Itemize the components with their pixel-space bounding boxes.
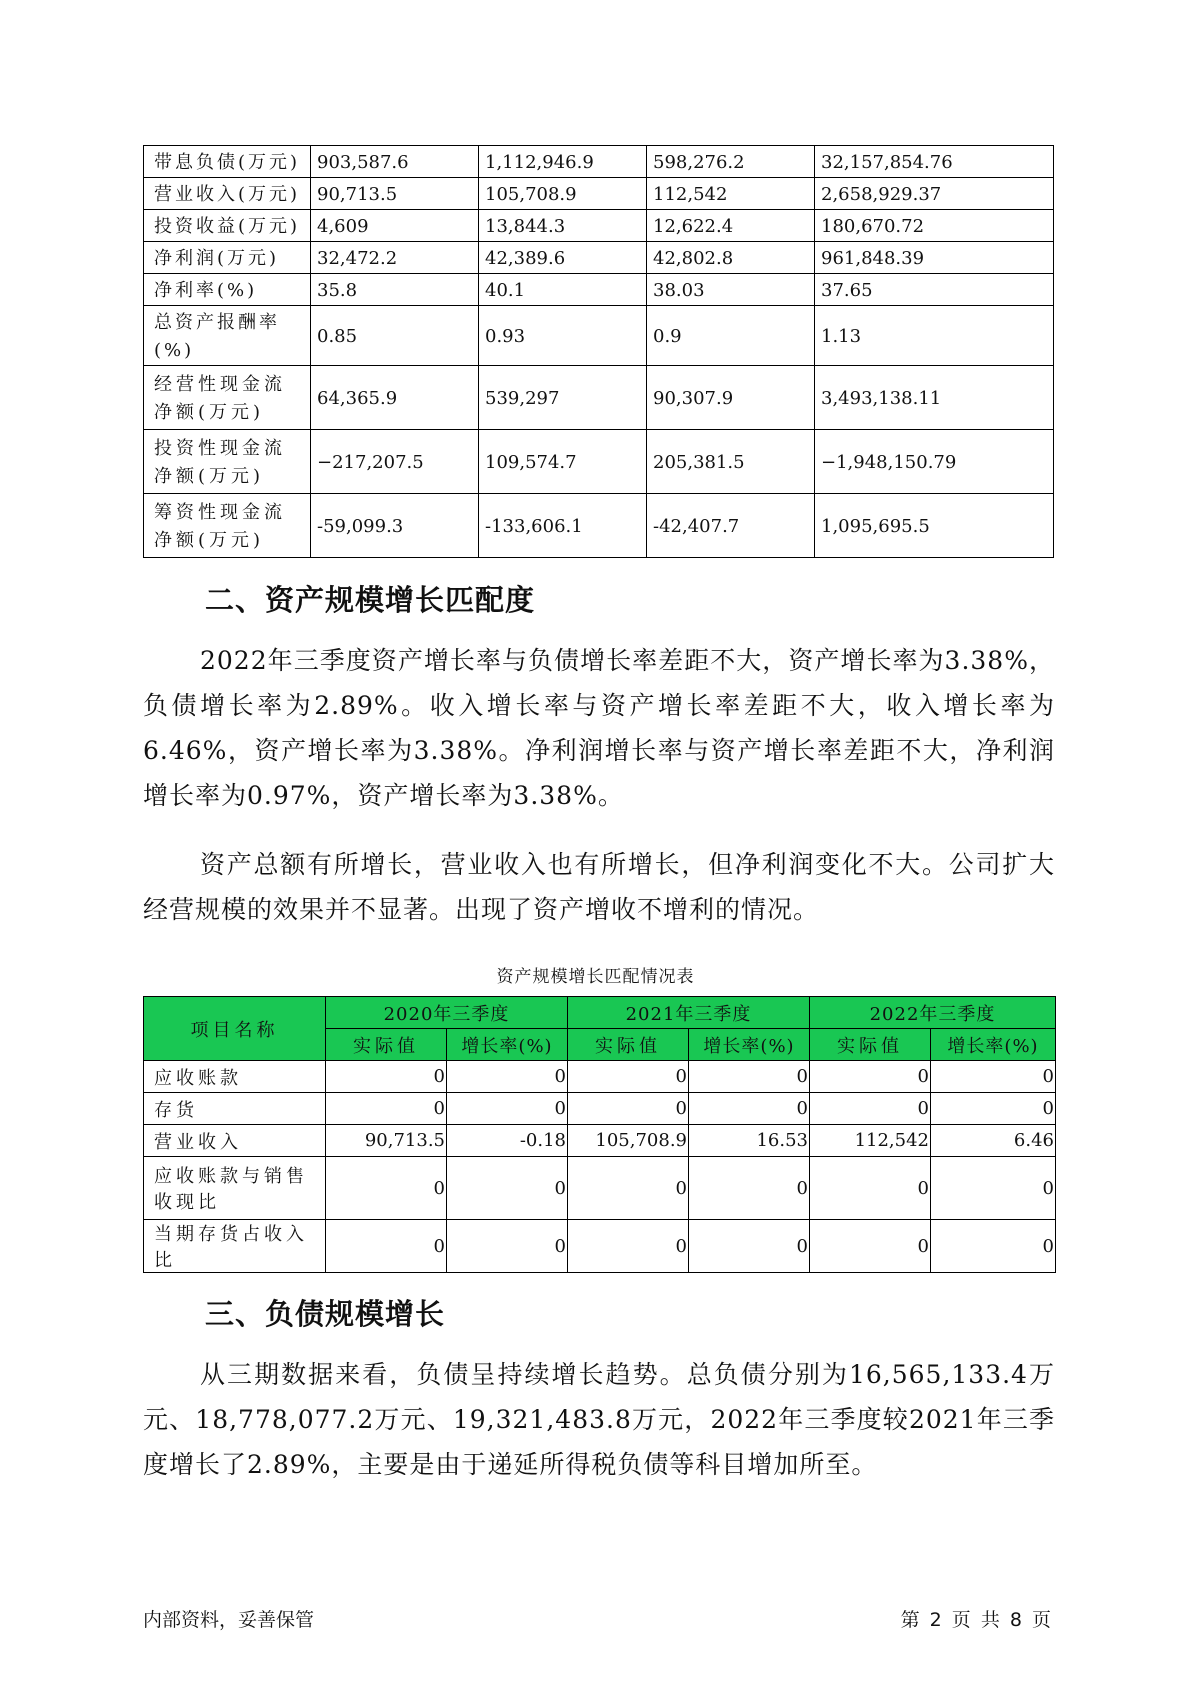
asset-growth-match-table — [143, 996, 1056, 1273]
table-cell: -42,407.7 — [647, 494, 815, 558]
table-cell: 0 — [447, 1093, 568, 1125]
table-row — [144, 146, 1054, 178]
table-row — [144, 1093, 1056, 1125]
header-actual: 实际值 — [810, 1029, 931, 1061]
table-cell: 32,472.2 — [311, 242, 479, 274]
table-cell: 961,848.39 — [815, 242, 1054, 274]
row-label: 净利率(%) — [144, 274, 311, 306]
table-cell: -133,606.1 — [479, 494, 647, 558]
table-cell: 112,542 — [810, 1125, 931, 1157]
header-growth: 增长率(%) — [931, 1029, 1056, 1061]
table-row — [144, 210, 1054, 242]
row-label: 经营性现金流净额(万元) — [144, 366, 311, 430]
row-label: 应收账款 — [144, 1061, 326, 1093]
row-label: 当期存货占收入比 — [144, 1220, 326, 1273]
table-cell: 0 — [689, 1157, 810, 1220]
table-cell: 32,157,854.76 — [815, 146, 1054, 178]
table-cell: 112,542 — [647, 178, 815, 210]
section-heading: 三、负债规模增长 — [205, 1297, 446, 1331]
table-cell: 0 — [326, 1061, 447, 1093]
table-cell: 12,622.4 — [647, 210, 815, 242]
table-row — [144, 306, 1054, 366]
table-row — [144, 494, 1054, 558]
row-label: 营业收入 — [144, 1125, 326, 1157]
table-caption: 资产规模增长匹配情况表 — [496, 967, 695, 987]
table-cell: 0 — [810, 1220, 931, 1273]
table-cell: 42,802.8 — [647, 242, 815, 274]
table-cell: 16.53 — [689, 1125, 810, 1157]
table-row — [144, 1220, 1056, 1273]
table-header-row — [144, 997, 1056, 1029]
table-cell: 1,112,946.9 — [479, 146, 647, 178]
paragraph: 从三期数据来看，负债呈持续增长趋势。总负债分别为16,565,133.4万元、18,778,077.2万元、19,321,483.8万元，2022年三季度较2021年三季度增长了2.89%，主要是由于递延所得税负债等科目增加所至。 — [143, 1360, 1055, 1479]
table-cell: 2,658,929.37 — [815, 178, 1054, 210]
paragraph: 资产总额有所增长，营业收入也有所增长，但净利润变化不大。公司扩大经营规模的效果并不显著。出现了资产增收不增利的情况。 — [143, 850, 1055, 924]
table-cell: −217,207.5 — [311, 430, 479, 494]
table-cell: 90,307.9 — [647, 366, 815, 430]
header-growth: 增长率(%) — [447, 1029, 568, 1061]
financial-indicators-table — [143, 145, 1054, 558]
table-cell: 90,713.5 — [311, 178, 479, 210]
header-period: 2021年三季度 — [568, 997, 810, 1029]
table-cell: −1,948,150.79 — [815, 430, 1054, 494]
table-cell: 1,095,695.5 — [815, 494, 1054, 558]
table-cell: -0.18 — [447, 1125, 568, 1157]
table-cell: 64,365.9 — [311, 366, 479, 430]
table-cell: 0 — [810, 1157, 931, 1220]
table-cell: 0 — [568, 1157, 689, 1220]
table-row — [144, 178, 1054, 210]
row-label: 总资产报酬率(%) — [144, 306, 311, 366]
table-cell: 0.9 — [647, 306, 815, 366]
header-actual: 实际值 — [568, 1029, 689, 1061]
table-cell: 0.85 — [311, 306, 479, 366]
table-cell: 180,670.72 — [815, 210, 1054, 242]
table-cell: 0 — [447, 1157, 568, 1220]
header-period: 2022年三季度 — [810, 997, 1056, 1029]
table-cell: 903,587.6 — [311, 146, 479, 178]
table-cell: 0 — [810, 1061, 931, 1093]
table-row — [144, 1061, 1056, 1093]
row-label: 投资收益(万元) — [144, 210, 311, 242]
header-item-name: 项目名称 — [144, 997, 326, 1061]
header-period: 2020年三季度 — [326, 997, 568, 1029]
table-row — [144, 274, 1054, 306]
table-cell: 0 — [568, 1093, 689, 1125]
page-number: 第 2 页 共 8 页 — [900, 1609, 1053, 1631]
row-label: 净利润(万元) — [144, 242, 311, 274]
table-cell: 539,297 — [479, 366, 647, 430]
table-cell: 0 — [447, 1061, 568, 1093]
header-actual: 实际值 — [326, 1029, 447, 1061]
table-row — [144, 1125, 1056, 1157]
table-cell: 205,381.5 — [647, 430, 815, 494]
table-cell: 0 — [326, 1093, 447, 1125]
row-label: 应收账款与销售收现比 — [144, 1157, 326, 1220]
row-label: 营业收入(万元) — [144, 178, 311, 210]
table-cell: 0 — [568, 1061, 689, 1093]
table-cell: 0.93 — [479, 306, 647, 366]
table-cell: 90,713.5 — [326, 1125, 447, 1157]
table-row — [144, 430, 1054, 494]
table-cell: -59,099.3 — [311, 494, 479, 558]
table-cell: 35.8 — [311, 274, 479, 306]
table-cell: 6.46 — [931, 1125, 1056, 1157]
table-cell: 0 — [447, 1220, 568, 1273]
table-cell: 0 — [689, 1093, 810, 1125]
table-cell: 0 — [326, 1157, 447, 1220]
table-cell: 598,276.2 — [647, 146, 815, 178]
table-cell: 38.03 — [647, 274, 815, 306]
table-cell: 0 — [689, 1061, 810, 1093]
table-cell: 0 — [931, 1220, 1056, 1273]
paragraph: 2022年三季度资产增长率与负债增长率差距不大，资产增长率为3.38%，负债增长率为2.89%。收入增长率与资产增长率差距不大，收入增长率为6.46%，资产增长率为3.38%。净利润增长率与资产增长率差距不大，净利润增长率为0.97%，资产增长率为3.38%。 — [143, 646, 1055, 810]
table-cell: 0 — [931, 1093, 1056, 1125]
table-cell: 42,389.6 — [479, 242, 647, 274]
table-cell: 37.65 — [815, 274, 1054, 306]
table-cell: 0 — [931, 1061, 1056, 1093]
row-label: 带息负债(万元) — [144, 146, 311, 178]
table-cell: 0 — [810, 1093, 931, 1125]
row-label: 筹资性现金流净额(万元) — [144, 494, 311, 558]
header-growth: 增长率(%) — [689, 1029, 810, 1061]
footer-confidential-note: 内部资料，妥善保管 — [143, 1609, 315, 1631]
table-cell: 3,493,138.11 — [815, 366, 1054, 430]
table-row — [144, 242, 1054, 274]
table-cell: 105,708.9 — [479, 178, 647, 210]
table-cell: 105,708.9 — [568, 1125, 689, 1157]
table-cell: 0 — [326, 1220, 447, 1273]
table-cell: 0 — [568, 1220, 689, 1273]
table-cell: 109,574.7 — [479, 430, 647, 494]
table-cell: 0 — [931, 1157, 1056, 1220]
table-cell: 13,844.3 — [479, 210, 647, 242]
table-row — [144, 366, 1054, 430]
table-cell: 1.13 — [815, 306, 1054, 366]
row-label: 存货 — [144, 1093, 326, 1125]
section-heading: 二、资产规模增长匹配度 — [205, 583, 536, 617]
row-label: 投资性现金流净额(万元) — [144, 430, 311, 494]
table-cell: 0 — [689, 1220, 810, 1273]
table-row — [144, 1157, 1056, 1220]
table-cell: 4,609 — [311, 210, 479, 242]
table-cell: 40.1 — [479, 274, 647, 306]
